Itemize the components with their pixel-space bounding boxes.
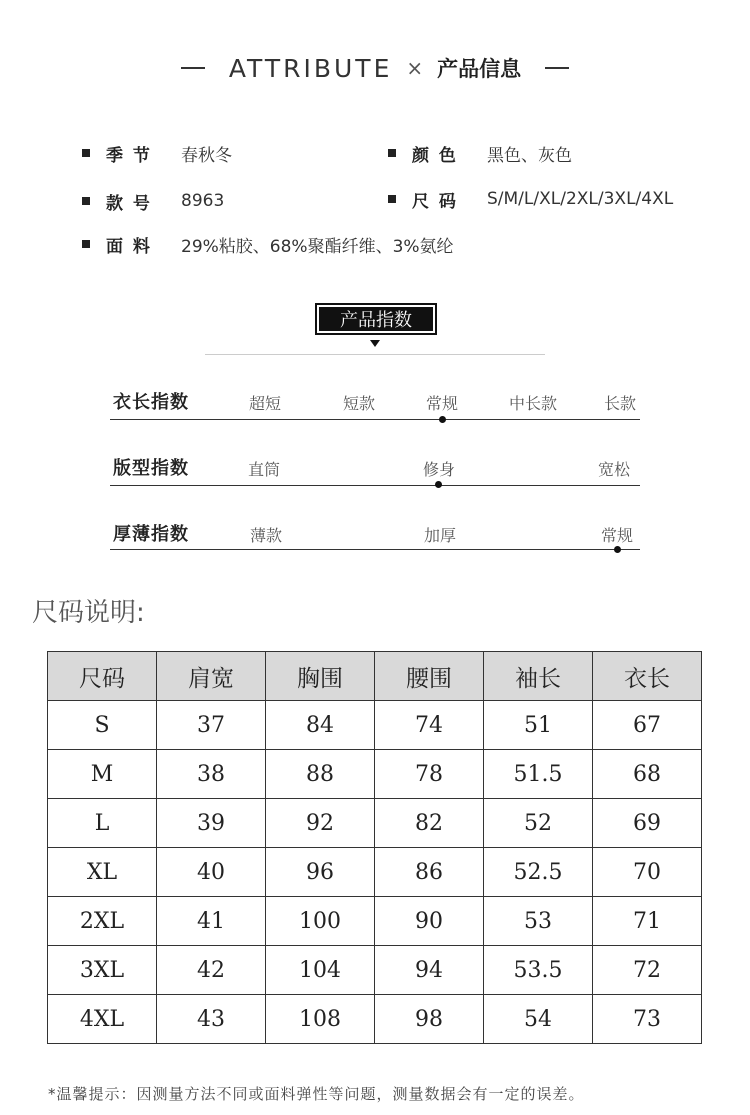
table-cell: 52.5	[484, 848, 593, 897]
section-header	[0, 48, 750, 88]
table-cell: M	[48, 750, 157, 799]
attr-fabric-value: 29%粘胶、68%聚酯纤维、3%氨纶	[181, 236, 454, 257]
header-dash-left	[181, 67, 205, 69]
attr-style-no-value: 8963	[181, 191, 225, 211]
index-thickness-scale	[110, 549, 640, 550]
table-cell: 73	[593, 995, 702, 1044]
header-separator: ×	[406, 56, 424, 80]
attr-style-no-label: 款 号	[106, 193, 152, 214]
table-row	[48, 897, 702, 946]
index-length-marker	[439, 416, 446, 423]
table-cell: 3XL	[48, 946, 157, 995]
header-cell: 胸围	[266, 652, 375, 701]
table-cell: 94	[375, 946, 484, 995]
attr-size	[388, 185, 673, 213]
index-length-label: 衣长指数	[113, 392, 189, 413]
attr-color-label: 颜 色	[412, 145, 458, 166]
index-thickness-label: 厚薄指数	[113, 524, 189, 545]
table-cell: 88	[266, 750, 375, 799]
table-cell: 100	[266, 897, 375, 946]
table-cell: 72	[593, 946, 702, 995]
table-row	[48, 701, 702, 750]
header-dash-right	[545, 67, 569, 69]
table-cell: 42	[157, 946, 266, 995]
size-table	[47, 651, 702, 1044]
index-fit-option: 直筒	[248, 460, 281, 479]
table-cell: 2XL	[48, 897, 157, 946]
bullet-square-icon	[388, 149, 396, 157]
attr-size-value: S/M/L/XL/2XL/3XL/4XL	[487, 189, 674, 209]
table-cell: L	[48, 799, 157, 848]
index-length-option: 短款	[343, 394, 376, 413]
attr-color-value: 黑色、灰色	[487, 145, 572, 166]
table-row	[48, 799, 702, 848]
index-length-scale	[110, 419, 640, 420]
table-row	[48, 750, 702, 799]
table-cell: 70	[593, 848, 702, 897]
header-title-cn: 产品信息	[437, 57, 522, 81]
table-cell: 84	[266, 701, 375, 750]
table-cell: 51.5	[484, 750, 593, 799]
index-thickness-option: 加厚	[424, 526, 457, 545]
table-cell: 52	[484, 799, 593, 848]
table-cell: 82	[375, 799, 484, 848]
table-cell: 53	[484, 897, 593, 946]
bullet-square-icon	[82, 197, 90, 205]
table-cell: 96	[266, 848, 375, 897]
index-fit-label: 版型指数	[113, 458, 189, 479]
table-cell: 86	[375, 848, 484, 897]
attr-season-value: 春秋冬	[181, 145, 232, 166]
table-cell: 38	[157, 750, 266, 799]
table-cell: 40	[157, 848, 266, 897]
table-cell: 68	[593, 750, 702, 799]
attr-fabric-label: 面 料	[106, 236, 152, 257]
table-cell: 90	[375, 897, 484, 946]
table-cell: 54	[484, 995, 593, 1044]
table-cell: 74	[375, 701, 484, 750]
caret-down-icon	[370, 340, 380, 347]
index-length-option: 超短	[249, 394, 282, 413]
index-length-option: 中长款	[509, 394, 558, 413]
index-fit-option: 修身	[423, 460, 456, 479]
index-section-title: 产品指数	[315, 303, 437, 335]
index-divider	[205, 354, 545, 355]
header-cell: 袖长	[484, 652, 593, 701]
table-cell: 39	[157, 799, 266, 848]
table-row	[48, 848, 702, 897]
index-thickness-option: 常规	[601, 526, 634, 545]
index-thickness-option: 薄款	[250, 526, 283, 545]
table-row	[48, 946, 702, 995]
table-cell: S	[48, 701, 157, 750]
index-fit-scale	[110, 485, 640, 486]
attr-fabric	[82, 230, 454, 258]
table-cell: 51	[484, 701, 593, 750]
table-cell: 37	[157, 701, 266, 750]
table-cell: 41	[157, 897, 266, 946]
size-table-title: 尺码说明:	[32, 598, 145, 628]
attr-season-label: 季 节	[106, 145, 152, 166]
table-cell: 108	[266, 995, 375, 1044]
measurement-note: *温馨提示：因测量方法不同或面料弹性等问题，测量数据会有一定的误差。	[48, 1085, 585, 1103]
table-cell: XL	[48, 848, 157, 897]
header-cell: 尺码	[48, 652, 157, 701]
header-cell: 腰围	[375, 652, 484, 701]
table-cell: 104	[266, 946, 375, 995]
size-table-header-row	[48, 652, 702, 701]
index-fit-marker	[435, 481, 442, 488]
table-cell: 43	[157, 995, 266, 1044]
attr-color	[388, 139, 572, 167]
index-thickness-marker	[614, 546, 621, 553]
index-fit-option: 宽松	[598, 460, 631, 479]
attr-size-label: 尺 码	[412, 191, 458, 212]
table-cell: 53.5	[484, 946, 593, 995]
header-cell: 衣长	[593, 652, 702, 701]
bullet-square-icon	[82, 149, 90, 157]
table-cell: 4XL	[48, 995, 157, 1044]
header-cell: 肩宽	[157, 652, 266, 701]
table-cell: 78	[375, 750, 484, 799]
table-cell: 71	[593, 897, 702, 946]
table-cell: 98	[375, 995, 484, 1044]
bullet-square-icon	[82, 240, 90, 248]
table-cell: 92	[266, 799, 375, 848]
index-length-option: 长款	[604, 394, 637, 413]
table-row	[48, 995, 702, 1044]
index-length-option: 常规	[426, 394, 459, 413]
attr-style-no	[82, 187, 224, 215]
table-cell: 69	[593, 799, 702, 848]
header-title-en: ATTRIBUTE	[228, 53, 393, 83]
table-cell: 67	[593, 701, 702, 750]
bullet-square-icon	[388, 195, 396, 203]
attr-season	[82, 139, 232, 167]
